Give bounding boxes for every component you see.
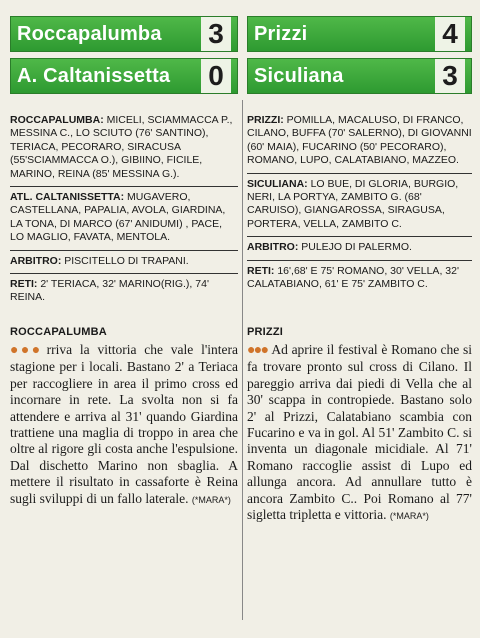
team-score: 3 xyxy=(435,59,465,93)
article-signature: (*MARA*) xyxy=(389,511,429,522)
referee: ARBITRO: PULEJO DI PALERMO. xyxy=(247,237,472,260)
goals: RETI: 16',68' E 75' ROMANO, 30' VELLA, 32' CALATABIANO, 61' E 75' ZAMBITO C. xyxy=(247,264,459,291)
team-name: Prizzi xyxy=(254,22,308,45)
article-body: ●●● Ad aprire il festival è Romano che si fa trovare pronto sul cross di Cilano. Il pareggio arriva dai piedi di Vella che al 30' scappa in contropiede. Bastano solo 2' al Prizzi, Calatabiano scambia con Fucarino e va in gol. Al 51' Zambito C. si inventa un diagonale micidiale. Al 71' Romano raccoglie assist di Lupo ed allunga ancora. Ad annullare tutto è ancora Zambito C.. Poi Romano al 77' sigletta tripletta e vittoria. (*MARA*) xyxy=(247,342,472,523)
article-body: ●●● rriva la vittoria che vale l'intera stagione per i locali. Bastano 2' a Teriaca per raccogliere in area il primo cross ed incornare in rete. La svolta non si fa attendere e arriva al 31' quando Giardina trattiene una maglia di troppo in area che oltre al rigore gli costa anche l'espulsione. Dal dischetto Marino non sbaglia. A mettere il risultato in cassaforte è Reina sugli sviluppi di un fallo laterale. (*MARA*) xyxy=(10,342,238,506)
score-bar-caltanissetta xyxy=(10,58,238,94)
goals: RETI: 2' TERIACA, 32' MARINO(RIG.), 74' REINA. xyxy=(10,278,209,304)
article-heading: PRIZZI xyxy=(247,326,284,338)
team-score: 4 xyxy=(435,17,465,51)
score-bar-roccapalumba xyxy=(10,16,238,52)
team-score: 3 xyxy=(201,17,231,51)
bullet-dots-icon: ●●● xyxy=(10,343,43,358)
lineup-away: ATL. CALTANISSETTA: MUGAVERO, CASTELLANA, PAPALIA, AVOLA, GIARDINA, LA TONA, DI MARCO (67' ANIDUMI) , PACE, LO MAGLIO, FAVATA, MENTOLA. xyxy=(10,187,238,251)
lineup-home: PRIZZI: POMILLA, MACALUSO, DI FRANCO, CILANO, BUFFA (70' SALERNO), DI GIOVANNI (60' MAIA), FUCARINO (50' PECORARO), ROMANO, LUPO, CALATABIANO, MAZZEO. xyxy=(247,110,472,174)
column-divider xyxy=(242,100,243,620)
article-prizzi xyxy=(247,326,472,524)
right-scoreboard xyxy=(247,0,472,104)
score-bar-prizzi xyxy=(247,16,472,52)
bullet-dots-icon: ●●● xyxy=(247,343,268,358)
team-name: A. Caltanissetta xyxy=(17,64,171,87)
left-lineup-panel xyxy=(10,110,238,310)
right-lineup-panel xyxy=(247,110,472,296)
lineup-away: SICULIANA: LO BUE, DI GLORIA, BURGIO, NERI, LA PORTYA, ZAMBITO G. (68' CARUISO), GIANGAROSSA, SIRAGUSA, PORTERA, VELLA, ZAMBITO C. xyxy=(247,174,472,238)
right-column xyxy=(247,0,472,296)
left-scoreboard xyxy=(10,0,238,104)
left-column xyxy=(10,0,238,310)
team-score: 0 xyxy=(201,59,231,93)
team-name: Roccapalumba xyxy=(17,22,162,45)
lineup-home: ROCCAPALUMBA: MICELI, SCIAMMACCA P., MESSINA C., LO SCIUTO (76' SANTINO), TERIACA, PECORARO, SIRACUSA (55'SCIAMMACCA O.), GIBIINO, FICILE, MARINO, REINA (85' MESSINA G.). xyxy=(10,110,238,187)
team-name: Siculiana xyxy=(254,64,344,87)
score-bar-siculiana xyxy=(247,58,472,94)
article-signature: (*MARA*) xyxy=(191,494,231,505)
article-heading: ROCCAPALUMBA xyxy=(10,326,107,338)
referee: ARBITRO: PISCITELLO DI TRAPANI. xyxy=(10,251,238,274)
article-roccapalumba xyxy=(10,326,238,508)
